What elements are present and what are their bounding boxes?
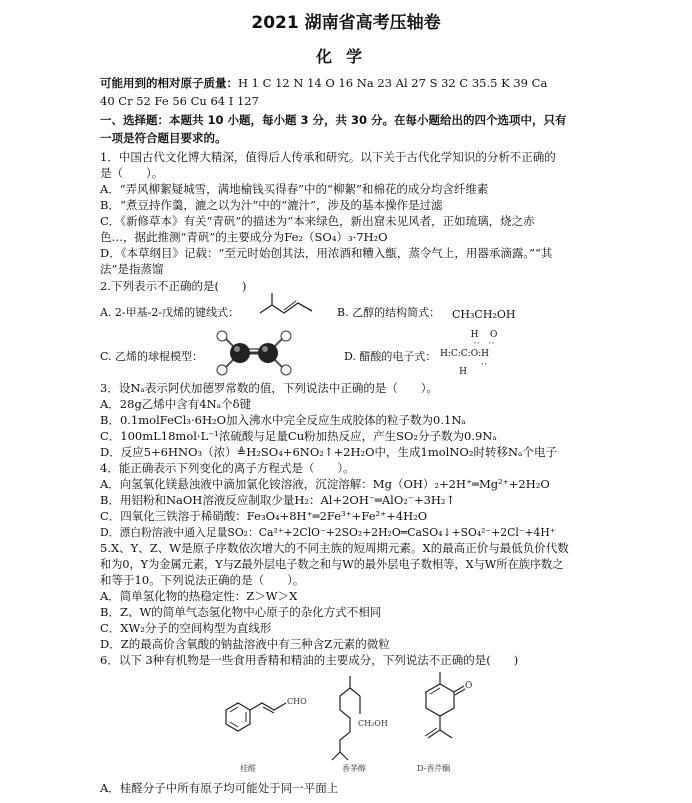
q4-option-b: B．用铝粉和NaOH溶液反应制取少量H₂：Al+2OH⁻═AlO₂⁻+3H₂↑ — [100, 493, 456, 507]
acetic-acid-formula-text: H:C:C:O:H — [440, 349, 489, 359]
q2-option-a: A. 2-甲基-2-戊烯的键线式： — [100, 306, 240, 319]
carvone-structure-icon — [418, 668, 488, 764]
q1-option-b: B．“煮豆持作羹，漉之以为汁”中的“漉汁”，涉及的基本操作是过滤 — [100, 198, 443, 212]
q5-line-1: 和为0，Y为金属元素，Y与Z最外层电子数之和与W的最外层电子数相等，X与W所在族序数之 — [100, 558, 564, 571]
q1-option-c-2: 色…，据此推测“青矾”的主要成分为Fe₂（SO₄）₃·7H₂O — [100, 230, 388, 244]
exam-subject: 化学 — [315, 47, 376, 66]
q2-option-b: B. 乙醇的结构简式： — [337, 306, 441, 319]
q4-option-d: D．漂白粉溶液中通入足量SO₂：Ca²⁺+2ClO⁻+2SO₂+2H₂O═CaSO₄↓+SO₄²⁻+2Cl⁻+4H⁺ — [100, 526, 556, 539]
q4-option-a: A．向氢氧化镁悬浊液中滴加氯化铵溶液，沉淀溶解：Mg（OH）₂+2H⁺═Mg²⁺+2H₂O — [100, 477, 550, 491]
q1-option-d-1: D．《本草纲目》记载：“至元时始创其法，用浓酒和糟入甑，蒸令气上，用器承滴露。”“其 — [100, 246, 553, 260]
exam-title: 2021 湖南省高考压轴卷 — [251, 13, 441, 33]
q1-line-0: 1．中国古代文化博大精深，值得后人传承和研究。以下关于古代化学知识的分析不正确的 — [100, 150, 556, 164]
q3-stem: 3．设Nₐ表示阿伏加德罗常数的值，下列说法中正确的是（ ）。 — [100, 381, 439, 395]
q1-option-a: A．“弄风柳絮疑城雪，满地榆钱买得春”中的“柳絮”和棉花的成分均含纤维素 — [100, 182, 489, 196]
caption-cinnamaldehyde: 桂醛 — [240, 764, 256, 773]
pentene-skeletal-icon — [256, 291, 316, 319]
q2-stem: 2.下列表示不正确的是( ) — [100, 279, 247, 293]
q3-option-a: A．28g乙烯中含有4Nₐ个δ键 — [100, 397, 252, 411]
q6-option-a: A．桂醛分子中所有原子均可能处于同一平面上 — [100, 781, 339, 795]
q6-stem: 6．以下 3种有机物是一些食用香精和精油的主要成分，下列说法不正确的是( ) — [100, 653, 519, 667]
q2-ethanol-formula: CH₃CH₂OH — [452, 308, 516, 321]
q1-option-c-1: C．《新修草本》有关“青矾”的描述为“本来绿色，新出窟未见风者，正如琉璃，烧之赤 — [100, 214, 535, 228]
q1-option-d-2: 法”是指蒸馏 — [100, 262, 164, 276]
q5-option-c: C．XW₂分子的空间构型为直线形 — [100, 621, 272, 635]
q3-option-b: B．0.1molFeCl₃·6H₂O加入沸水中完全反应生成胶体的粒子数为0.1Nₐ — [100, 413, 466, 427]
q5-option-b: B．Z、W的简单气态氢化物中心原子的杂化方式不相同 — [100, 605, 382, 619]
section-heading-line-2: 一项是符合题目要求的。 — [100, 131, 227, 145]
ethylene-ball-stick-icon — [212, 328, 296, 378]
caption-citronellol: 香茅醇 — [342, 764, 366, 773]
citronellol-structure-icon — [330, 672, 390, 764]
atomic-mass-values-1: H 1 C 12 N 14 O 16 Na 23 Al 27 S 32 C 35.5 K 39 Ca — [238, 76, 548, 90]
caption-carvone: D-香芹酮 — [417, 764, 451, 773]
q3-option-c: C．100mL18mol·L⁻¹浓硫酸与足量Cu粉加热反应，产生SO₂分子数为0.9Nₐ — [100, 429, 497, 443]
q1-line-1: 是（ ）。 — [100, 166, 164, 180]
q5-option-d: D．Z的最高价含氧酸的钠盐溶液中有三种含Z元素的微粒 — [100, 637, 390, 651]
q3-option-d: D．反应5+6HNO₃（浓）≜H₂SO₄+6NO₂↑+2H₂O中，生成1molNO₂时转移Nₐ个电子 — [100, 445, 557, 459]
q5-line-2: 和等于10。下列说法正确的是（ ）。 — [100, 573, 305, 587]
atomic-mass-values-2: 40 Cr 52 Fe 56 Cu 64 I 127 — [100, 94, 259, 108]
acetic-acid-electron-formula: H O ⋅⋅ ⋅⋅ H:C:C:O:H ⋅⋅ H — [440, 330, 530, 376]
atomic-mass-line-1 — [100, 76, 547, 91]
q4-option-c: C．四氧化三铁溶于稀硝酸：Fe₃O₄+8H⁺═2Fe³⁺+Fe²⁺+4H₂O — [100, 509, 428, 523]
q5-option-a: A．简单氢化物的热稳定性：Z＞W＞X — [100, 589, 298, 603]
citronellol-ch2oh-label: CH₂OH — [358, 719, 388, 728]
q2-option-d: D. 醋酸的电子式： — [344, 350, 437, 363]
q2-option-c: C. 乙烯的球棍模型： — [100, 350, 204, 363]
cinnamaldehyde-cho-label: CHO — [287, 697, 307, 706]
q4-stem: 4．能正确表示下列变化的离子方程式是（ ）。 — [100, 461, 355, 475]
section-heading-line-1: 一、选择题：本题共 10 小题，每小题 3 分，共 30 分。在每小题给出的四个选项中，只有 — [100, 113, 567, 127]
atomic-mass-label: 可能用到的相对原子质量： — [100, 76, 238, 90]
carvone-o-label: O — [465, 681, 473, 691]
q5-line-0: 5.X、Y、Z、W是原子序数依次增大的不同主族的短周期元素。X的最高正价与最低负价代数 — [100, 541, 569, 555]
